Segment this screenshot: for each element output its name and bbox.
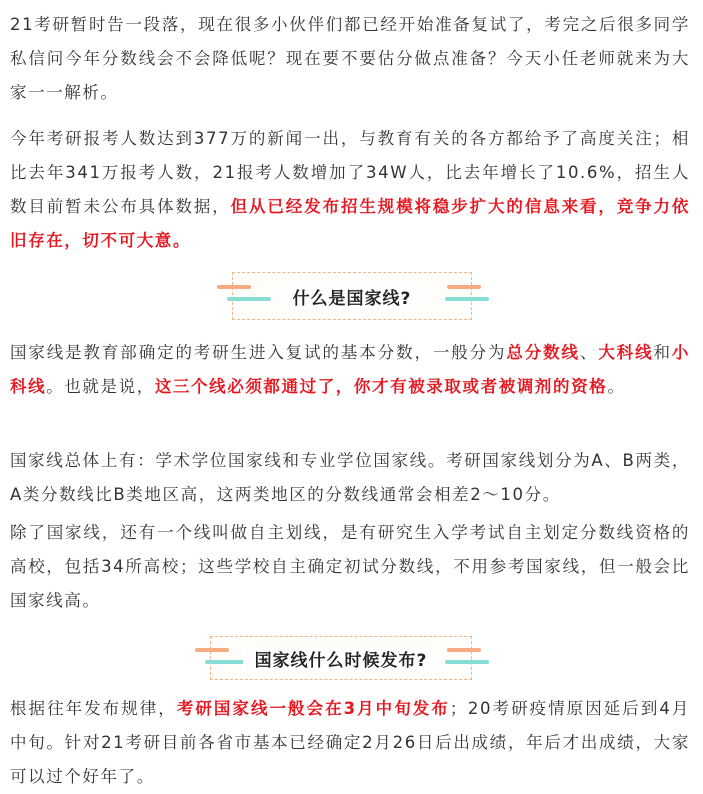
self-marking-paragraph (10, 516, 690, 618)
definition-highlight-requirement: 这三个线必须都通过了，你才有被录取或者被调剂的资格 (154, 377, 608, 396)
definition-highlight-minor: 小科线 (10, 343, 690, 396)
intro-paragraph (10, 8, 690, 110)
heading-deco-left-orange (195, 648, 229, 652)
heading-deco-left-cyan (227, 297, 271, 301)
definition-highlight-major: 大科线 (598, 343, 654, 362)
section-heading-text: 国家线什么时候发布? (243, 646, 440, 671)
heading-deco-right-cyan (445, 660, 489, 664)
heading-deco-right-orange (447, 285, 481, 289)
heading-deco-left-orange (217, 285, 251, 289)
applicants-text: 今年考研报考人数达到377万的新闻一出，与教育有关的各方都给予了高度关注；相比去年341万报考人数，21报考人数增加了34W人，比去年增长了10.6%，招生人数目前暂未公布具体数据， (10, 129, 690, 216)
section-heading-release-time (210, 636, 472, 680)
categories-text: 国家线总体上有：学术学位国家线和专业学位国家线。考研国家线划分为A、B两类，A类分数线比B类地区高，这两类地区的分数线通常会相差2～10分。 (10, 451, 690, 504)
release-highlight: 考研国家线一般会在3月中旬发布 (176, 699, 450, 718)
section-heading-what-is-national-line (232, 272, 472, 320)
release-text-1: 根据往年发布规律， (10, 699, 177, 718)
heading-deco-right-cyan (445, 297, 489, 301)
definition-paragraph (10, 336, 690, 404)
definition-text-4: 。也就是说， (46, 377, 155, 396)
release-text-2: ；20考研疫情原因延后到4月中旬。针对21考研目前各省市基本已经确定2月26日后出成绩，年后才出成绩，大家可以过个好年了。 (10, 699, 690, 786)
heading-deco-right-orange (447, 648, 481, 652)
release-paragraph (10, 692, 690, 794)
definition-highlight-total: 总分数线 (506, 343, 580, 362)
applicants-paragraph (10, 122, 690, 258)
categories-paragraph (10, 444, 690, 512)
self-marking-text: 除了国家线，还有一个线叫做自主划线，是有研究生入学考试自主划定分数线资格的高校，包括34所高校；这些学校自主确定初试分数线，不用参考国家线，但一般会比国家线高。 (10, 523, 690, 610)
intro-text: 21考研暂时告一段落，现在很多小伙伴们都已经开始准备复试了，考完之后很多同学私信问今年分数线会不会降低呢？现在要不要估分做点准备？今天小任老师就来为大家一一解析。 (10, 15, 690, 102)
definition-text-5: 。 (607, 377, 626, 396)
definition-text-3: 和 (653, 343, 672, 362)
definition-text-2: 、 (579, 343, 599, 362)
applicants-highlight: 但从已经发布招生规模将稳步扩大的信息来看，竞争力依旧存在，切不可大意。 (10, 197, 691, 250)
definition-text-1: 国家线是教育部确定的考研生进入复试的基本分数，一般分为 (10, 343, 507, 362)
section-heading-text: 什么是国家线? (281, 284, 424, 309)
